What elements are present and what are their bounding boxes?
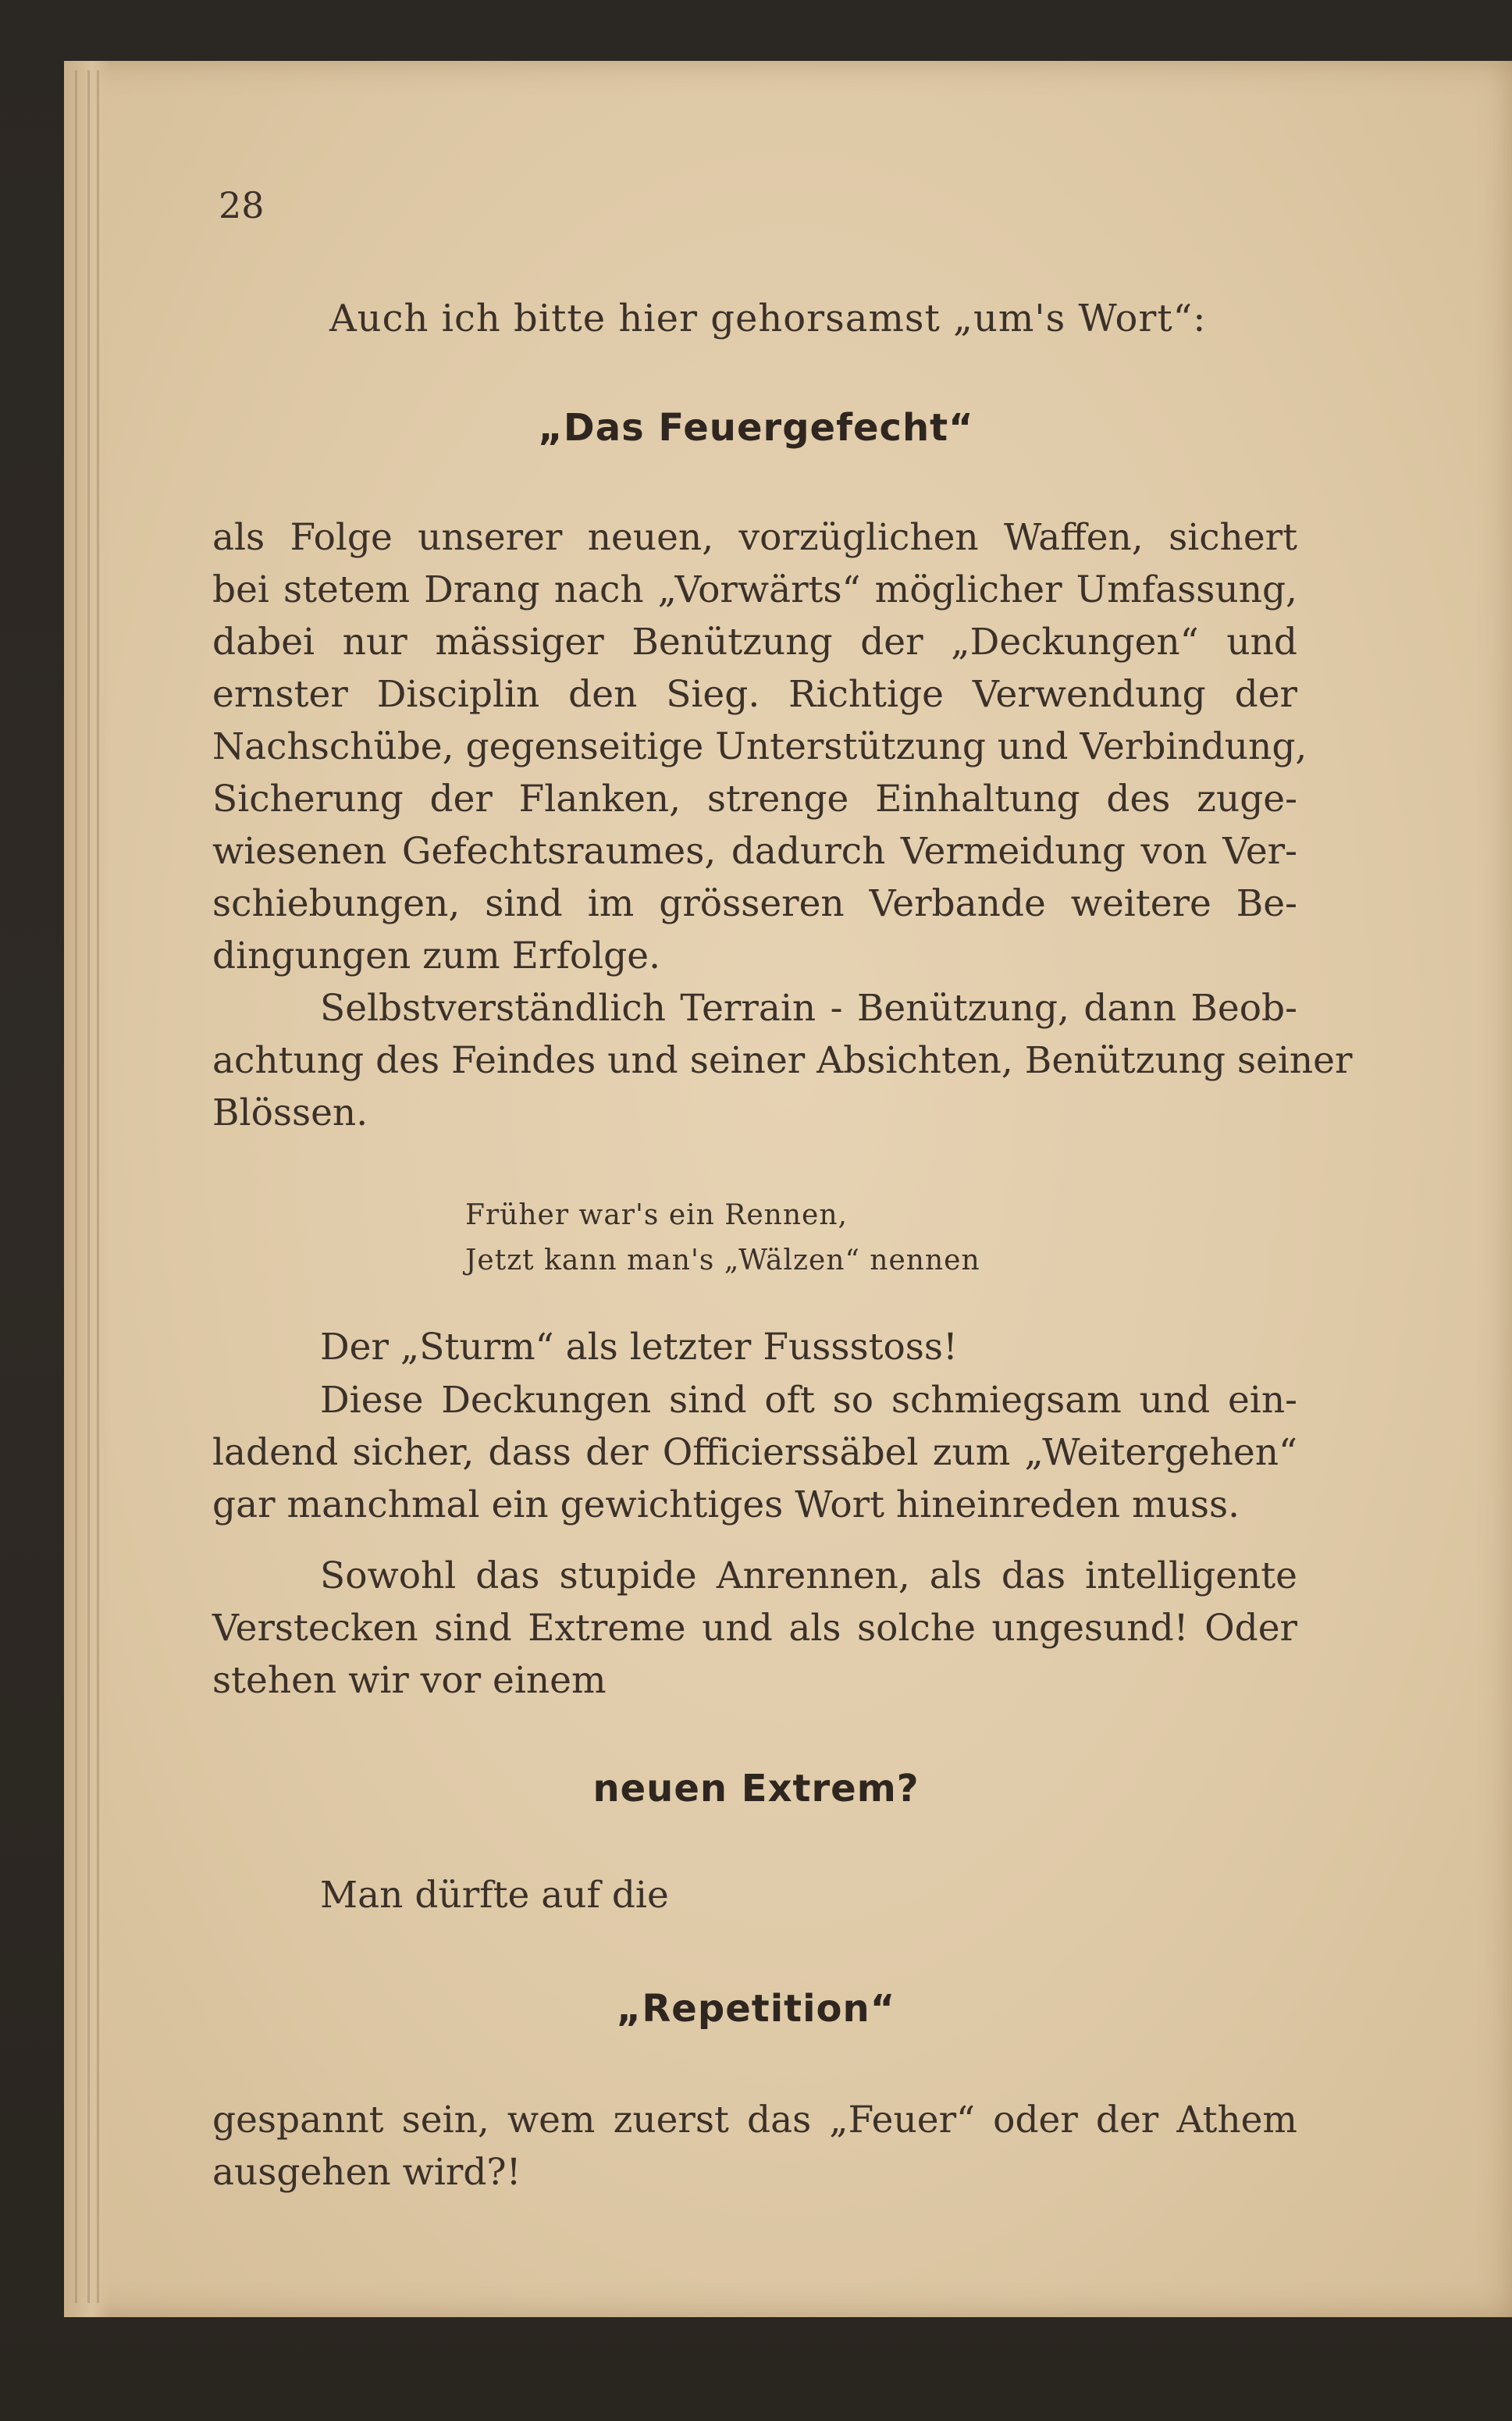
verse: [465, 1193, 980, 1283]
text-line: stehen wir vor einem: [212, 1659, 607, 1702]
text-line: ernster Disciplin den Sieg. Richtige Verwendung der: [212, 673, 1297, 716]
text-line: Selbstverständlich Terrain - Benützung, dann Beob-: [320, 987, 1297, 1030]
text-line: Verstecken sind Extreme und als solche ungesund! Oder: [212, 1607, 1297, 1650]
text-line: ausgehen wird?!: [212, 2151, 521, 2194]
text-line: Der „Sturm“ als letzter Fussstoss!: [320, 1326, 958, 1369]
text-line: dabei nur mässiger Benützung der „Deckungen“ und: [212, 621, 1297, 664]
paragraph-6: Man dürfte auf die: [320, 1874, 669, 1917]
text-line: als Folge unserer neuen, vorzüglichen Waffen, sichert: [212, 516, 1297, 559]
paragraph-7: [212, 2094, 1297, 2198]
paragraph-1: [212, 511, 1307, 982]
text-line: dingungen zum Erfolge.: [212, 935, 661, 977]
paragraph-3: [212, 1321, 1297, 1373]
text-line: schiebungen, sind im grösseren Verbande weitere Be-: [212, 882, 1297, 925]
gutter-line: [75, 70, 77, 2303]
heading-neuen-extrem: neuen Extrem?: [592, 1767, 920, 1810]
book-page: [64, 61, 1512, 2317]
intro-line: Auch ich bitte hier gehorsamst „um's Wort“:: [329, 297, 1207, 340]
text-line: wiesenen Gefechtsraumes, dadurch Vermeidung von Ver-: [212, 830, 1297, 873]
page-number: 28: [219, 184, 265, 226]
verse-line: Jetzt kann man's „Wälzen“ nennen: [465, 1244, 980, 1276]
paragraph-2: [212, 982, 1353, 1139]
text-line: bei stetem Drang nach „Vorwärts“ möglicher Umfassung,: [212, 568, 1297, 611]
text-line: Nachschübe, gegenseitige Unterstützung und Verbindung,: [212, 725, 1307, 768]
gutter-line: [97, 70, 99, 2303]
text-line: gespannt sein, wem zuerst das „Feuer“ oder der Athem: [212, 2099, 1297, 2142]
text-line: Blössen.: [212, 1091, 368, 1134]
text-line: achtung des Feindes und seiner Absichten, Benützung seiner: [212, 1039, 1353, 1082]
text-line: gar manchmal ein gewichtiges Wort hineinreden muss.: [212, 1483, 1240, 1526]
text-line: Diese Deckungen sind oft so schmiegsam und ein-: [320, 1379, 1297, 1422]
paragraph-4: [212, 1374, 1297, 1531]
heading-feuergefecht: „Das Feuergefecht“: [538, 406, 974, 450]
verse-line: Früher war's ein Rennen,: [465, 1199, 848, 1231]
text-line: Sowohl das stupide Anrennen, als das intelligente: [320, 1554, 1297, 1597]
heading-repetition: „Repetition“: [616, 1987, 896, 2031]
gutter-line: [87, 70, 90, 2303]
text-line: Sicherung der Flanken, strenge Einhaltung des zuge-: [212, 778, 1297, 821]
text-line: ladend sicher, dass der Officierssäbel zum „Weitergehen“: [212, 1431, 1297, 1474]
paragraph-5: [212, 1550, 1297, 1707]
